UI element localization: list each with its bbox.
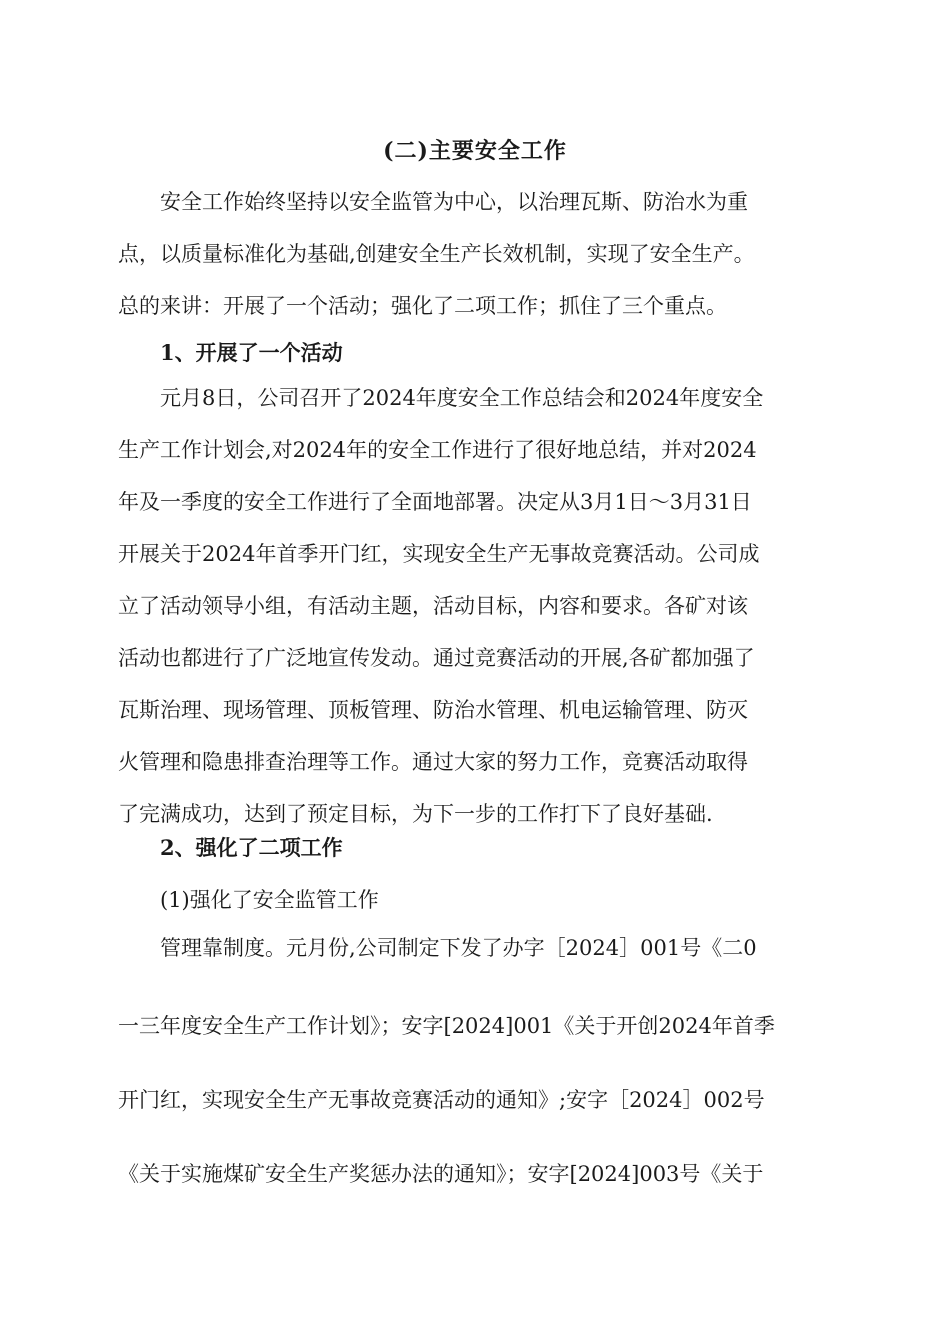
section1-line: 活动也都进行了广泛地宣传发动。通过竞赛活动的开展,各矿都加强了: [118, 646, 755, 670]
intro-line: 点，以质量标准化为基础,创建安全生产长效机制，实现了安全生产。: [118, 242, 755, 266]
section2-line: 一三年度安全生产工作计划》；安字[2024]001《关于开创2024年首季: [118, 1014, 775, 1038]
intro-paragraph: [118, 176, 808, 332]
section2-line: 开门红，实现安全生产无事故竞赛活动的通知》;安字［2024］002号: [118, 1088, 765, 1112]
intro-line: 安全工作始终坚持以安全监管为中心，以治理瓦斯、防治水为重: [160, 190, 748, 214]
section1-line: 了完满成功，达到了预定目标，为下一步的工作打下了良好基础.: [118, 802, 713, 826]
section1-line: 元月8日，公司召开了2024年度安全工作总结会和2024年度安全: [160, 386, 764, 410]
section-heading: (二)主要安全工作: [383, 138, 567, 164]
section1-line: 瓦斯治理、现场管理、顶板管理、防治水管理、机电运输管理、防灭: [118, 698, 748, 722]
section1-line: 年及一季度的安全工作进行了全面地部署。决定从3月1日～3月31日: [118, 490, 752, 514]
section1-title: 1、开展了一个活动: [160, 340, 343, 365]
section1-line: 火管理和隐患排查治理等工作。通过大家的努力工作，竞赛活动取得: [118, 750, 748, 774]
section1-line: 生产工作计划会,对2024年的安全工作进行了很好地总结，并对2024: [118, 438, 757, 462]
section2-subtitle: (1)强化了安全监管工作: [160, 888, 379, 912]
intro-line: 总的来讲：开展了一个活动；强化了二项工作；抓住了三个重点。: [118, 294, 727, 318]
section1-line: 立了活动领导小组，有活动主题，活动目标，内容和要求。各矿对该: [118, 594, 748, 618]
section2-line: 《关于实施煤矿安全生产奖惩办法的通知》；安字[2024]003号《关于: [118, 1162, 764, 1186]
section2-line: 管理靠制度。元月份,公司制定下发了办字［2024］001号《二0: [160, 936, 757, 960]
section2-title: 2、强化了二项工作: [160, 835, 343, 860]
section1-line: 开展关于2024年首季开门红，实现安全生产无事故竞赛活动。公司成: [118, 542, 760, 566]
section1-paragraph: [118, 372, 808, 840]
